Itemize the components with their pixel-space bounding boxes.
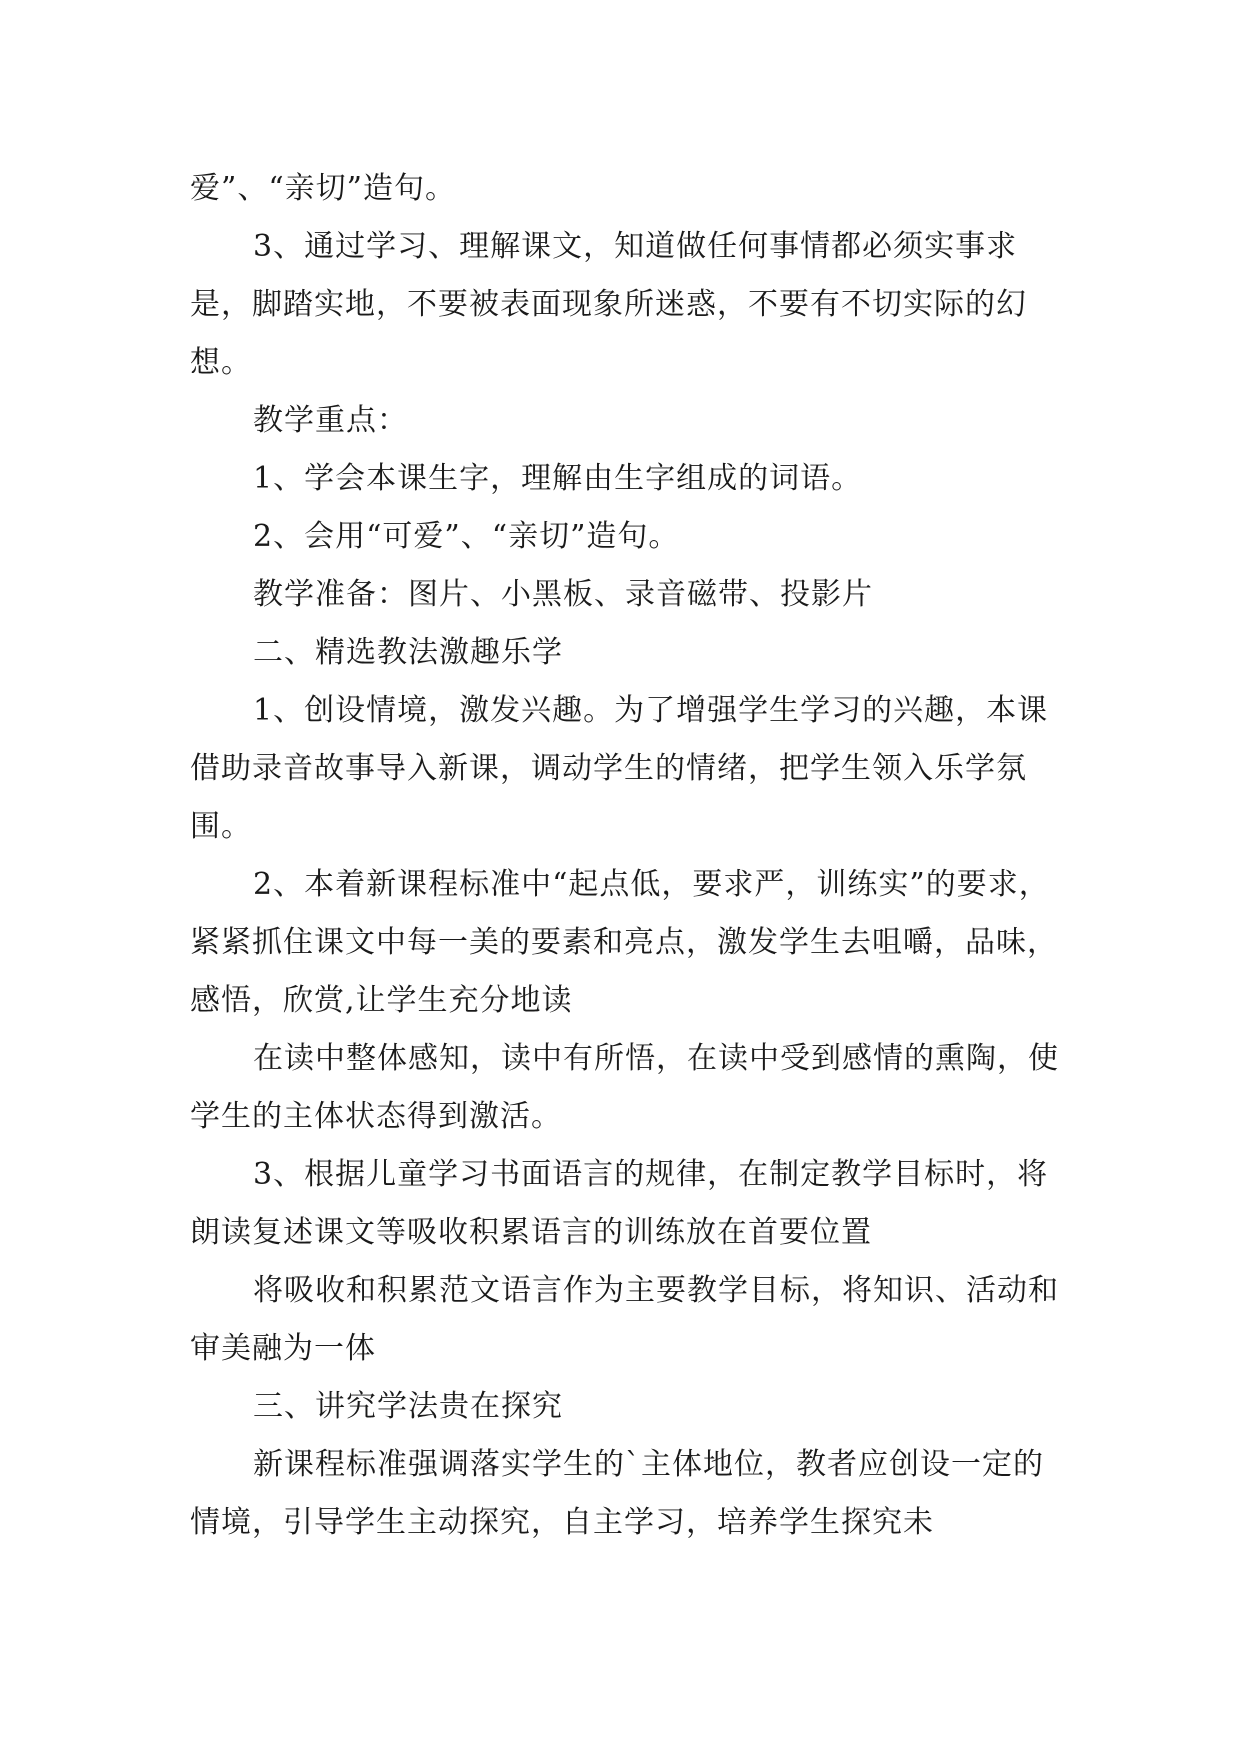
paragraph: 2、会用“可爱”、“亲切”造句。 <box>253 519 680 554</box>
paragraph: 在读中整体感知，读中有所悟，在读中受到感情的熏陶，使学生的主体状态得到激活。 <box>190 1041 1059 1134</box>
section-heading: 二、精选教法激趣乐学 <box>253 635 563 670</box>
paragraph: 教学准备：图片、小黑板、录音磁带、投影片 <box>253 577 873 612</box>
paragraph: 将吸收和积累范文语言作为主要教学目标，将知识、活动和审美融为一体 <box>190 1273 1059 1366</box>
paragraph: 1、创设情境，激发兴趣。为了增强学生学习的兴趣，本课借助录音故事导入新课，调动学生的情绪，把学生领入乐学氛围。 <box>190 693 1049 844</box>
paragraph: 3、通过学习、理解课文，知道做任何事情都必须实事求是，脚踏实地，不要被表面现象所迷惑，不要有不切实际的幻想。 <box>190 229 1027 380</box>
paragraph: 3、根据儿童学习书面语言的规律，在制定教学目标时，将朗读复述课文等吸收积累语言的训练放在首要位置 <box>190 1157 1049 1250</box>
document-body <box>190 160 1060 1552</box>
paragraph: 爱”、“亲切”造句。 <box>190 171 457 206</box>
paragraph: 1、学会本课生字，理解由生字组成的词语。 <box>253 461 863 496</box>
section-heading: 三、讲究学法贵在探究 <box>253 1389 563 1424</box>
paragraph: 新课程标准强调落实学生的`主体地位，教者应创设一定的情境，引导学生主动探究，自主学习，培养学生探究未 <box>190 1447 1044 1540</box>
section-heading: 教学重点： <box>253 403 408 438</box>
paragraph: 2、本着新课程标准中“起点低，要求严，训练实”的要求，紧紧抓住课文中每一美的要素和亮点，激发学生去咀嚼，品味，感悟，欣赏,让学生充分地读 <box>190 867 1058 1018</box>
